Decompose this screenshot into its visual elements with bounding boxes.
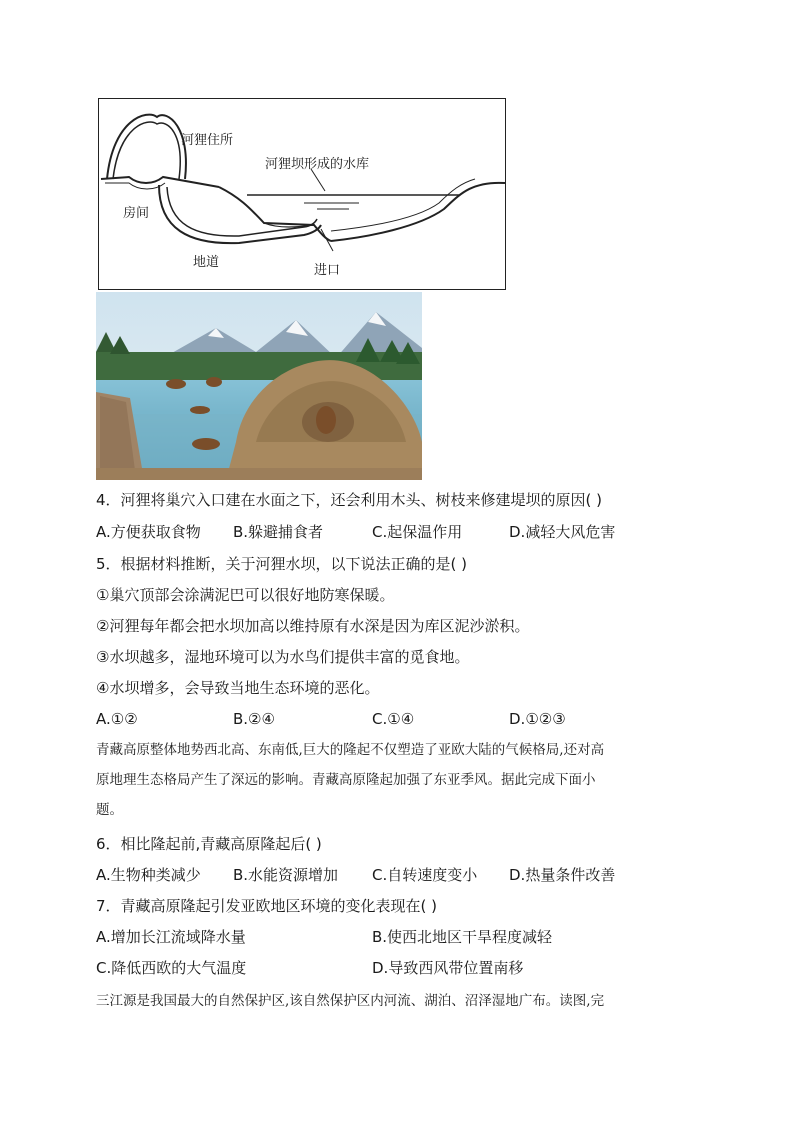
statement-1: ①巢穴顶部会涂满泥巴可以很好地防寒保暖。 — [96, 586, 395, 604]
label-reservoir: 河狸坝形成的水库 — [265, 157, 370, 172]
question-5-stem: 5．根据材料推断，关于河狸水坝，以下说法正确的是( ) — [96, 555, 468, 573]
beaver-scene-image — [96, 292, 422, 480]
question-6-options — [96, 865, 706, 885]
label-tunnel: 地道 — [193, 255, 220, 270]
option-a[interactable]: A.增加长江流域降水量 — [96, 928, 246, 946]
question-7-stem: 7．青藏高原隆起引发亚欧地区环境的变化表现在( ) — [96, 897, 438, 915]
label-lodge: 河狸住所 — [181, 133, 234, 148]
option-b[interactable]: B.使西北地区干旱程度减轻 — [372, 928, 553, 946]
material-paragraph — [96, 735, 706, 825]
option-b[interactable]: B.躲避捕食者 — [233, 523, 324, 541]
option-c[interactable]: C.自转速度变小 — [372, 866, 478, 884]
option-a[interactable]: A.生物种类减少 — [96, 866, 201, 884]
question-4-options — [96, 522, 706, 542]
question-6-stem: 6．相比隆起前,青藏高原隆起后( ) — [96, 835, 322, 853]
question-7-options-row-1 — [96, 927, 706, 947]
material-paragraph-2 — [96, 986, 706, 1016]
option-c[interactable]: C.①④ — [372, 710, 415, 728]
option-d[interactable]: D.减轻大风危害 — [509, 523, 616, 541]
option-d[interactable]: D.导致西风带位置南移 — [372, 959, 524, 977]
option-a[interactable]: A.①② — [96, 710, 138, 728]
label-room: 房间 — [123, 206, 150, 221]
option-d[interactable]: D.①②③ — [509, 710, 566, 728]
option-c[interactable]: C.起保温作用 — [372, 523, 463, 541]
statement-3: ③水坝越多，湿地环境可以为水鸟们提供丰富的觅食地。 — [96, 648, 470, 666]
material-line-3: 题。 — [96, 802, 123, 818]
beaver-lodge-diagram — [98, 98, 506, 290]
material-2-line-1: 三江源是我国最大的自然保护区,该自然保护区内河流、湖泊、沼泽湿地广布。读图,完 — [96, 993, 605, 1009]
material-line-1: 青藏高原整体地势西北高、东南低,巨大的隆起不仅塑造了亚欧大陆的气候格局,还对高 — [96, 742, 605, 758]
option-b[interactable]: B.水能资源增加 — [233, 866, 339, 884]
question-7-options-row-2 — [96, 958, 706, 978]
statement-4: ④水坝增多，会导致当地生态环境的恶化。 — [96, 679, 380, 697]
label-entrance: 进口 — [314, 263, 341, 278]
option-c[interactable]: C.降低西欧的大气温度 — [96, 959, 247, 977]
option-d[interactable]: D.热量条件改善 — [509, 866, 616, 884]
question-5-options — [96, 709, 706, 729]
option-b[interactable]: B.②④ — [233, 710, 275, 728]
statement-2: ②河狸每年都会把水坝加高以维持原有水深是因为库区泥沙淤积。 — [96, 617, 530, 635]
option-a[interactable]: A.方便获取食物 — [96, 523, 201, 541]
diagram-drawing — [99, 99, 507, 291]
material-line-2: 原地理生态格局产生了深远的影响。青藏高原隆起加强了东亚季风。据此完成下面小 — [96, 772, 596, 788]
question-4-stem: 4．河狸将巢穴入口建在水面之下，还会利用木头、树枝来修建堤坝的原因( ) — [96, 491, 603, 509]
